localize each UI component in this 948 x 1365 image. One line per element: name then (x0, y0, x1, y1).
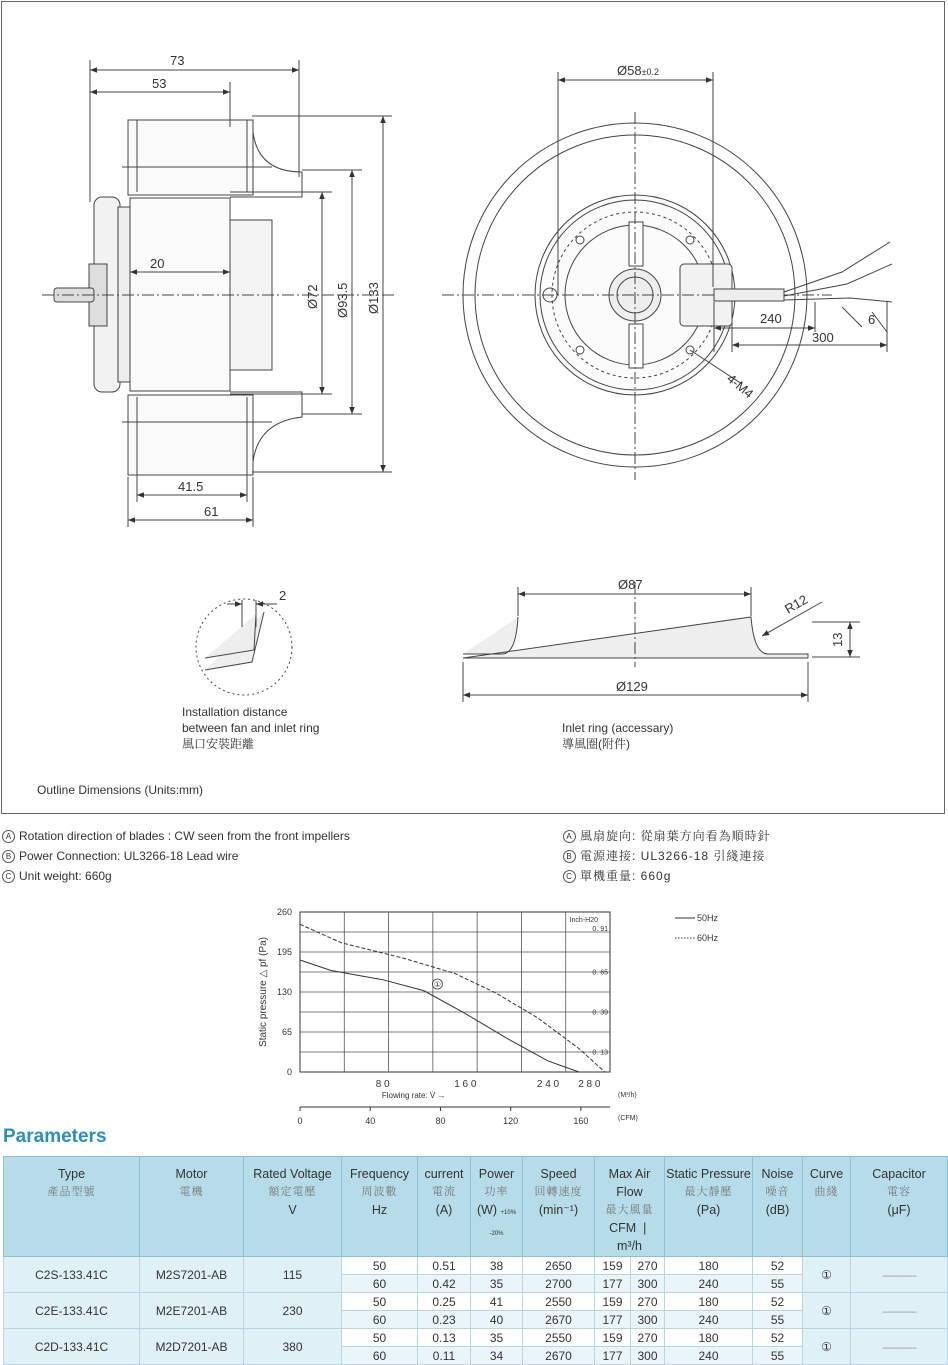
cell-m3h: 270 (631, 1293, 665, 1311)
cell-a: 0.51 (418, 1257, 471, 1275)
cell-a: 0.23 (418, 1311, 471, 1329)
note-power (2, 846, 350, 866)
parameters-title: Parameters (3, 1126, 107, 1147)
cell-curve: ① (803, 1329, 851, 1365)
note-weight-text: Unit weight: 660g (19, 869, 112, 883)
y-right-unit: Inch-H20 (569, 917, 598, 924)
header-unit: (A) (435, 1203, 453, 1217)
x-m3h-tick-label: 2 8 0 (578, 1079, 601, 1090)
dim-41-5: 41.5 (178, 479, 204, 494)
header-cn: 電流 (432, 1186, 456, 1198)
cell-rpm: 2670 (523, 1347, 595, 1365)
y-right-tick-label: 0. 91 (592, 926, 608, 934)
table-header-row (4, 1157, 948, 1257)
header-unit: V (288, 1203, 297, 1217)
dim-r12: R12 (782, 591, 811, 617)
series-50Hz-line (300, 960, 579, 1072)
cell-a: 0.42 (418, 1275, 471, 1293)
cell-db: 52 (753, 1257, 803, 1275)
table-row (4, 1329, 948, 1347)
header-unit: (μF) (887, 1203, 911, 1217)
column-header (803, 1157, 851, 1257)
cell-voltage: 380 (244, 1329, 342, 1365)
y-right-tick-label: 0. 13 (592, 1049, 608, 1057)
column-header (418, 1157, 471, 1257)
header-cn: 額定電壓 (268, 1186, 317, 1198)
dim-4m4: 4-M4 (724, 370, 757, 402)
column-header (342, 1157, 418, 1257)
cell-a: 0.25 (418, 1293, 471, 1311)
header-en: Speed (540, 1167, 577, 1181)
cell-db: 55 (753, 1311, 803, 1329)
header-cn: 最大風量 (605, 1204, 654, 1216)
install-label-line-2: between fan and inlet ring (182, 721, 320, 735)
mark-c-cn-icon: C (563, 870, 576, 883)
dim-73: 73 (170, 53, 185, 68)
install-distance-label (182, 704, 319, 752)
column-header (851, 1157, 948, 1257)
cell-type: C2S-133.41C (4, 1257, 140, 1293)
note-weight (2, 866, 350, 886)
dim-13: 13 (830, 632, 845, 647)
x-cfm-tick-label: 0 (297, 1116, 303, 1125)
cell-a: 0.11 (418, 1347, 471, 1365)
dim-d93-5: Ø93.5 (335, 282, 350, 318)
cell-voltage: 115 (244, 1257, 342, 1293)
cell-motor: M2D7201-AB (140, 1329, 244, 1365)
cell-pa: 240 (665, 1275, 753, 1293)
cell-motor: M2E7201-AB (140, 1293, 244, 1329)
cell-cfm: 177 (595, 1311, 631, 1329)
cell-type: C2E-133.41C (4, 1293, 140, 1329)
header-unit: Hz (371, 1203, 388, 1217)
series-60Hz-line (300, 924, 605, 1072)
column-header (665, 1157, 753, 1257)
header-en: Capacitor (872, 1167, 926, 1181)
mark-a-cn-icon: A (563, 830, 576, 843)
x-unit-cfm: (CFM) (618, 1115, 638, 1122)
header-en: Curve (809, 1167, 844, 1181)
outline-dimensions-caption: Outline Dimensions (Units:mm) (37, 783, 204, 797)
note-rotation-cn-text: 風扇旋向: 從扇葉方向看為順時針 (580, 829, 771, 843)
cell-m3h: 270 (631, 1257, 665, 1275)
mark-b-cn-icon: B (563, 850, 576, 863)
cell-type: C2D-133.41C (4, 1329, 140, 1365)
cell-db: 55 (753, 1275, 803, 1293)
cell-w: 35 (471, 1329, 523, 1347)
impeller-blades-bottom (128, 395, 253, 475)
x-m3h-tick-label: 2 4 0 (536, 1079, 560, 1090)
cell-motor: M2S7201-AB (140, 1257, 244, 1293)
header-cn: 電機 (179, 1186, 204, 1198)
cell-db: 52 (753, 1329, 803, 1347)
cell-hz: 60 (342, 1275, 418, 1293)
dim-d58: Ø58±0.2 (617, 63, 660, 78)
header-cn: 產品型號 (47, 1186, 96, 1198)
dim-d72: Ø72 (305, 284, 320, 309)
dim-d129: Ø129 (616, 679, 648, 694)
header-en: current (424, 1167, 464, 1181)
performance-chart (250, 900, 750, 1125)
cell-capacitor: ——— (851, 1329, 948, 1365)
cell-m3h: 270 (631, 1329, 665, 1347)
x-m3h-tick-label: 8 0 (375, 1079, 390, 1090)
cell-m3h: 300 (631, 1311, 665, 1329)
cell-cfm: 159 (595, 1257, 631, 1275)
legend-60Hz-label: 60Hz (697, 933, 719, 943)
table-row (4, 1257, 948, 1275)
header-cn: 曲綫 (814, 1186, 839, 1198)
y-axis-label: Static pressure △ pf (Pa) (258, 937, 269, 1047)
dim-2: 2 (279, 588, 287, 603)
column-header (140, 1157, 244, 1257)
dim-20: 20 (150, 256, 165, 271)
x-cfm-tick-label: 120 (503, 1116, 519, 1125)
install-label-line-3: 風口安裝距離 (182, 737, 255, 751)
cell-w: 41 (471, 1293, 523, 1311)
header-cn: 回轉速度 (534, 1186, 583, 1198)
cell-m3h: 300 (631, 1347, 665, 1365)
note-rotation-text: Rotation direction of blades : CW seen from the front impellers (19, 829, 350, 843)
cell-curve: ① (803, 1257, 851, 1293)
cell-hz: 50 (342, 1257, 418, 1275)
x-axis-label: Flowing rate: V̇ → (381, 1091, 446, 1100)
cell-cfm: 159 (595, 1329, 631, 1347)
y-right-tick-label: 0. 65 (592, 969, 608, 977)
header-cn: 噪音 (765, 1186, 790, 1198)
cell-db: 52 (753, 1293, 803, 1311)
cell-cfm: 159 (595, 1293, 631, 1311)
header-cn: 電容 (887, 1186, 912, 1198)
column-header (4, 1157, 140, 1257)
cell-hz: 50 (342, 1293, 418, 1311)
dim-61: 61 (204, 504, 219, 519)
column-header (595, 1157, 665, 1257)
outline-drawing (2, 2, 946, 815)
mark-b-icon: B (2, 850, 15, 863)
y-tick-label: 195 (276, 947, 292, 957)
x-unit-m3h: (M³/h) (618, 1092, 637, 1099)
cell-hz: 50 (342, 1329, 418, 1347)
cell-db: 55 (753, 1347, 803, 1365)
header-en: Frequency (349, 1167, 410, 1181)
y-tick-label: 130 (276, 987, 292, 997)
cell-rpm: 2550 (523, 1293, 595, 1311)
header-en: Power (478, 1167, 515, 1181)
x-m3h-tick-label: 1 6 0 (454, 1079, 477, 1090)
column-header (471, 1157, 523, 1257)
cell-cfm: 177 (595, 1275, 631, 1293)
column-header (244, 1157, 342, 1257)
header-en: Noise (761, 1167, 794, 1181)
cell-pa: 240 (665, 1347, 753, 1365)
notes-english (2, 826, 350, 886)
cell-capacitor: ——— (851, 1293, 948, 1329)
header-unit: (W) +10% -20% (476, 1203, 517, 1237)
header-cn: 最大靜壓 (684, 1186, 733, 1198)
header-en: Static Pressure (666, 1167, 751, 1181)
cell-voltage: 230 (244, 1293, 342, 1329)
x-cfm-tick-label: 160 (573, 1116, 589, 1125)
table-row (4, 1293, 948, 1311)
header-unit: (dB) (765, 1203, 790, 1217)
cell-rpm: 2550 (523, 1329, 595, 1347)
mark-c-icon: C (2, 870, 15, 883)
header-en: Max Air Flow (608, 1167, 651, 1199)
cell-w: 34 (471, 1347, 523, 1365)
note-weight-cn-text: 單機重量: 660g (580, 869, 672, 883)
header-cn: 周波數 (361, 1186, 398, 1198)
cell-rpm: 2650 (523, 1257, 595, 1275)
header-unit: (Pa) (696, 1203, 721, 1217)
dim-d87: Ø87 (618, 577, 643, 592)
header-cn: 功率 (484, 1186, 509, 1198)
cell-w: 38 (471, 1257, 523, 1275)
inlet-label-line-2: 導風圈(附件) (562, 737, 630, 751)
header-unit: CFM | m³/h (609, 1221, 650, 1253)
y-tick-label: 260 (276, 907, 292, 917)
cell-w: 40 (471, 1311, 523, 1329)
cell-curve: ① (803, 1293, 851, 1329)
y-tick-label: 0 (286, 1067, 292, 1077)
cell-capacitor: ——— (851, 1257, 948, 1293)
inlet-ring-label (562, 720, 673, 752)
impeller-blades-top (128, 120, 253, 195)
cell-cfm: 177 (595, 1347, 631, 1365)
mark-a-icon: A (2, 830, 15, 843)
x-cfm-tick-label: 40 (365, 1116, 376, 1125)
note-rotation-cn (563, 826, 771, 846)
dim-6: 6 (868, 312, 876, 327)
x-cfm-tick-label: 80 (435, 1116, 446, 1125)
notes-chinese (563, 826, 771, 886)
column-header (523, 1157, 595, 1257)
legend-50Hz-label: 50Hz (697, 913, 719, 923)
note-rotation (2, 826, 350, 846)
header-unit: (min⁻¹) (538, 1203, 579, 1217)
header-en: Rated Voltage (253, 1167, 332, 1181)
cell-m3h: 300 (631, 1275, 665, 1293)
dim-240: 240 (760, 311, 782, 326)
note-power-cn-text: 電源連接: UL3266-18 引綫連接 (580, 849, 766, 863)
cell-hz: 60 (342, 1311, 418, 1329)
dim-300: 300 (812, 330, 834, 345)
dim-53: 53 (152, 76, 167, 91)
column-header (753, 1157, 803, 1257)
cell-pa: 180 (665, 1329, 753, 1347)
cell-w: 35 (471, 1275, 523, 1293)
note-power-text: Power Connection: UL3266-18 Lead wire (19, 849, 239, 863)
drawing-frame (1, 1, 945, 814)
cell-hz: 60 (342, 1347, 418, 1365)
y-right-tick-label: 0. 39 (592, 1009, 608, 1017)
cell-pa: 180 (665, 1293, 753, 1311)
dim-d133: Ø133 (366, 282, 381, 314)
header-en: Motor (175, 1167, 208, 1181)
parameters-table (3, 1156, 948, 1365)
header-en: Type (57, 1167, 86, 1181)
note-power-cn (563, 846, 771, 866)
inlet-label-line-1: Inlet ring (accessary) (562, 721, 674, 735)
cell-a: 0.13 (418, 1329, 471, 1347)
cell-rpm: 2700 (523, 1275, 595, 1293)
cell-rpm: 2670 (523, 1311, 595, 1329)
note-weight-cn (563, 866, 771, 886)
install-label-line-1: Installation distance (182, 705, 288, 719)
curve-marker-label: ① (433, 980, 442, 989)
y-tick-label: 65 (281, 1027, 292, 1037)
cell-pa: 180 (665, 1257, 753, 1275)
cell-pa: 240 (665, 1311, 753, 1329)
